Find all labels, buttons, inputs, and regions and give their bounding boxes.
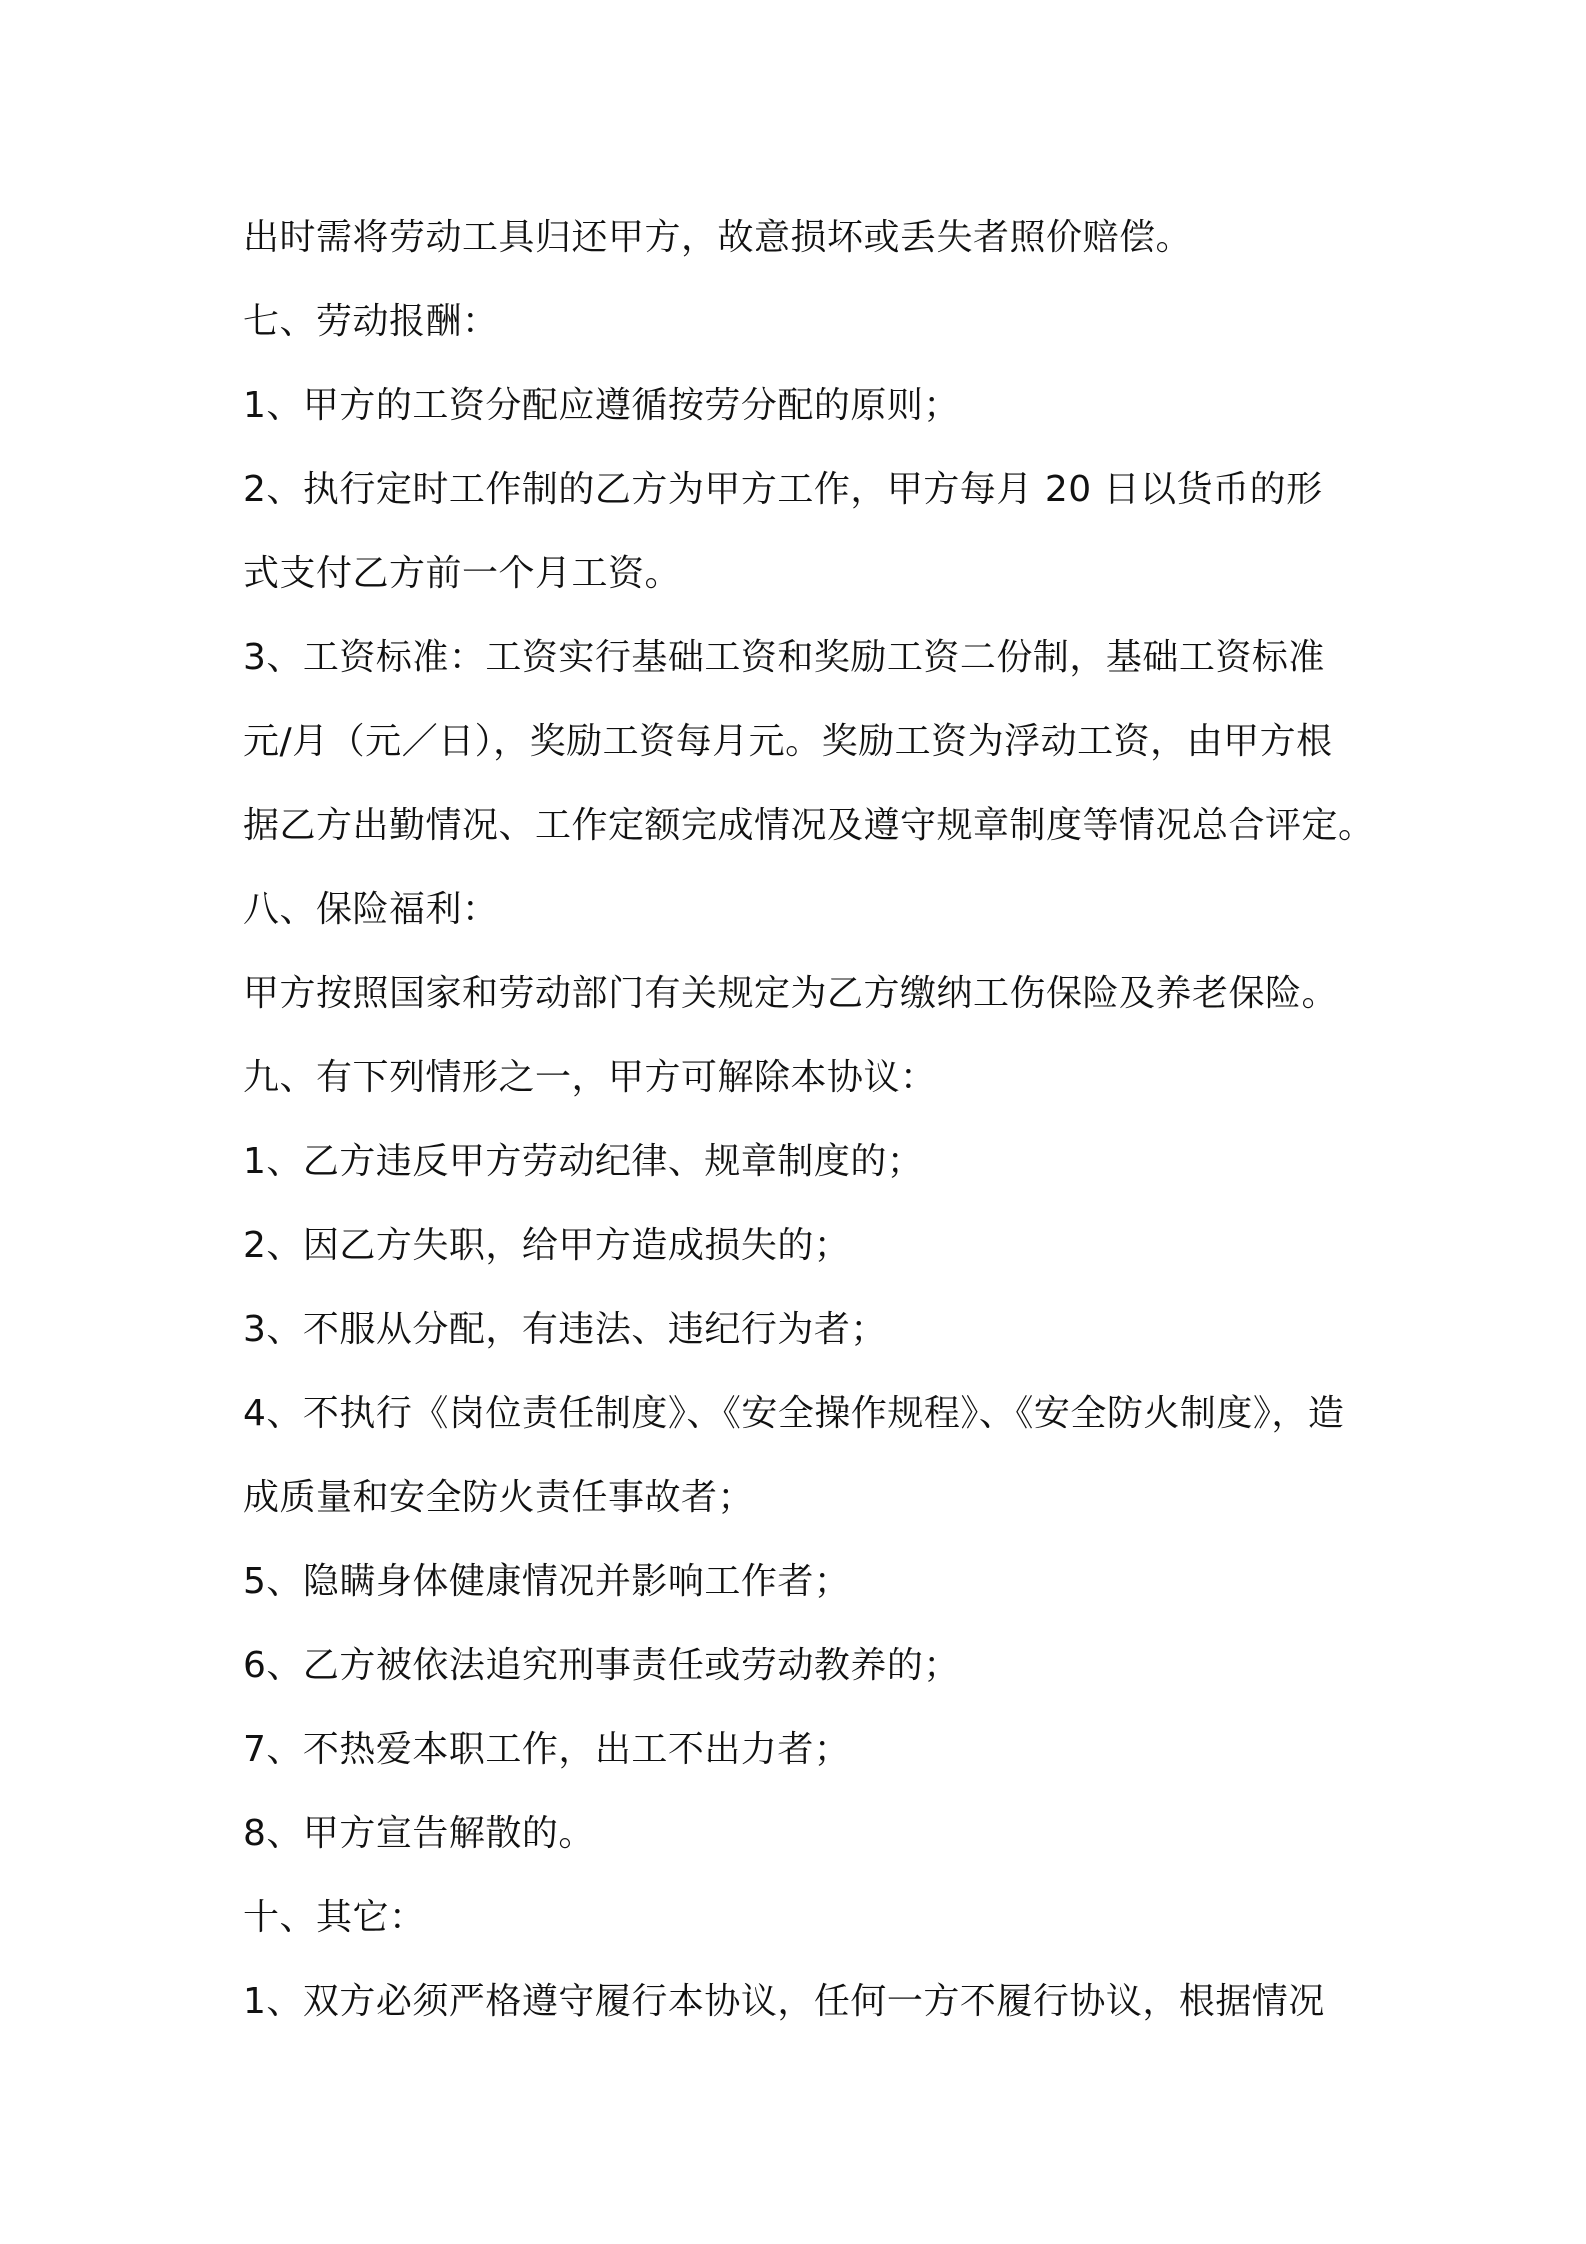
text-line: 成质量和安全防火责任事故者；: [243, 1477, 755, 1518]
section-heading: 七、劳动报酬：: [243, 301, 499, 342]
section-heading: 十、其它：: [243, 1897, 426, 1938]
text-line: 甲方按照国家和劳动部门有关规定为乙方缴纳工伤保险及养老保险。: [243, 973, 1339, 1014]
document-body: [243, 196, 1383, 2044]
text-line: 元/月（元／日），奖励工资每月元。奖励工资为浮动工资，由甲方根: [243, 721, 1333, 762]
section-heading: 九、有下列情形之一，甲方可解除本协议：: [243, 1057, 937, 1098]
text-line: 7、不热爱本职工作，出工不出力者；: [243, 1729, 851, 1770]
text-line: 出时需将劳动工具归还甲方，故意损坏或丢失者照价赔偿。: [243, 217, 1193, 258]
text-line: 据乙方出勤情况、工作定额完成情况及遵守规章制度等情况总合评定。: [243, 805, 1375, 846]
text-line: 3、工资标准：工资实行基础工资和奖励工资二份制，基础工资标准: [243, 637, 1325, 678]
text-line: 1、甲方的工资分配应遵循按劳分配的原则；: [243, 385, 960, 426]
text-line: 6、乙方被依法追究刑事责任或劳动教养的；: [243, 1645, 960, 1686]
section-heading: 八、保险福利：: [243, 889, 499, 930]
text-line: 1、乙方违反甲方劳动纪律、规章制度的；: [243, 1141, 924, 1182]
text-line: 式支付乙方前一个月工资。: [243, 553, 682, 594]
text-line: 1、双方必须严格遵守履行本协议，任何一方不履行协议，根据情况: [243, 1981, 1325, 2022]
text-line: 2、执行定时工作制的乙方为甲方工作，甲方每月 20 日以货币的形: [243, 469, 1323, 510]
text-line: 2、因乙方失职，给甲方造成损失的；: [243, 1225, 851, 1266]
text-line: 3、不服从分配，有违法、违纪行为者；: [243, 1309, 887, 1350]
text-line: 8、甲方宣告解散的。: [243, 1813, 595, 1854]
text-line: 5、隐瞒身体健康情况并影响工作者；: [243, 1561, 851, 1602]
text-line: 4、不执行《岗位责任制度》、《安全操作规程》、《安全防火制度》，造: [243, 1393, 1345, 1434]
